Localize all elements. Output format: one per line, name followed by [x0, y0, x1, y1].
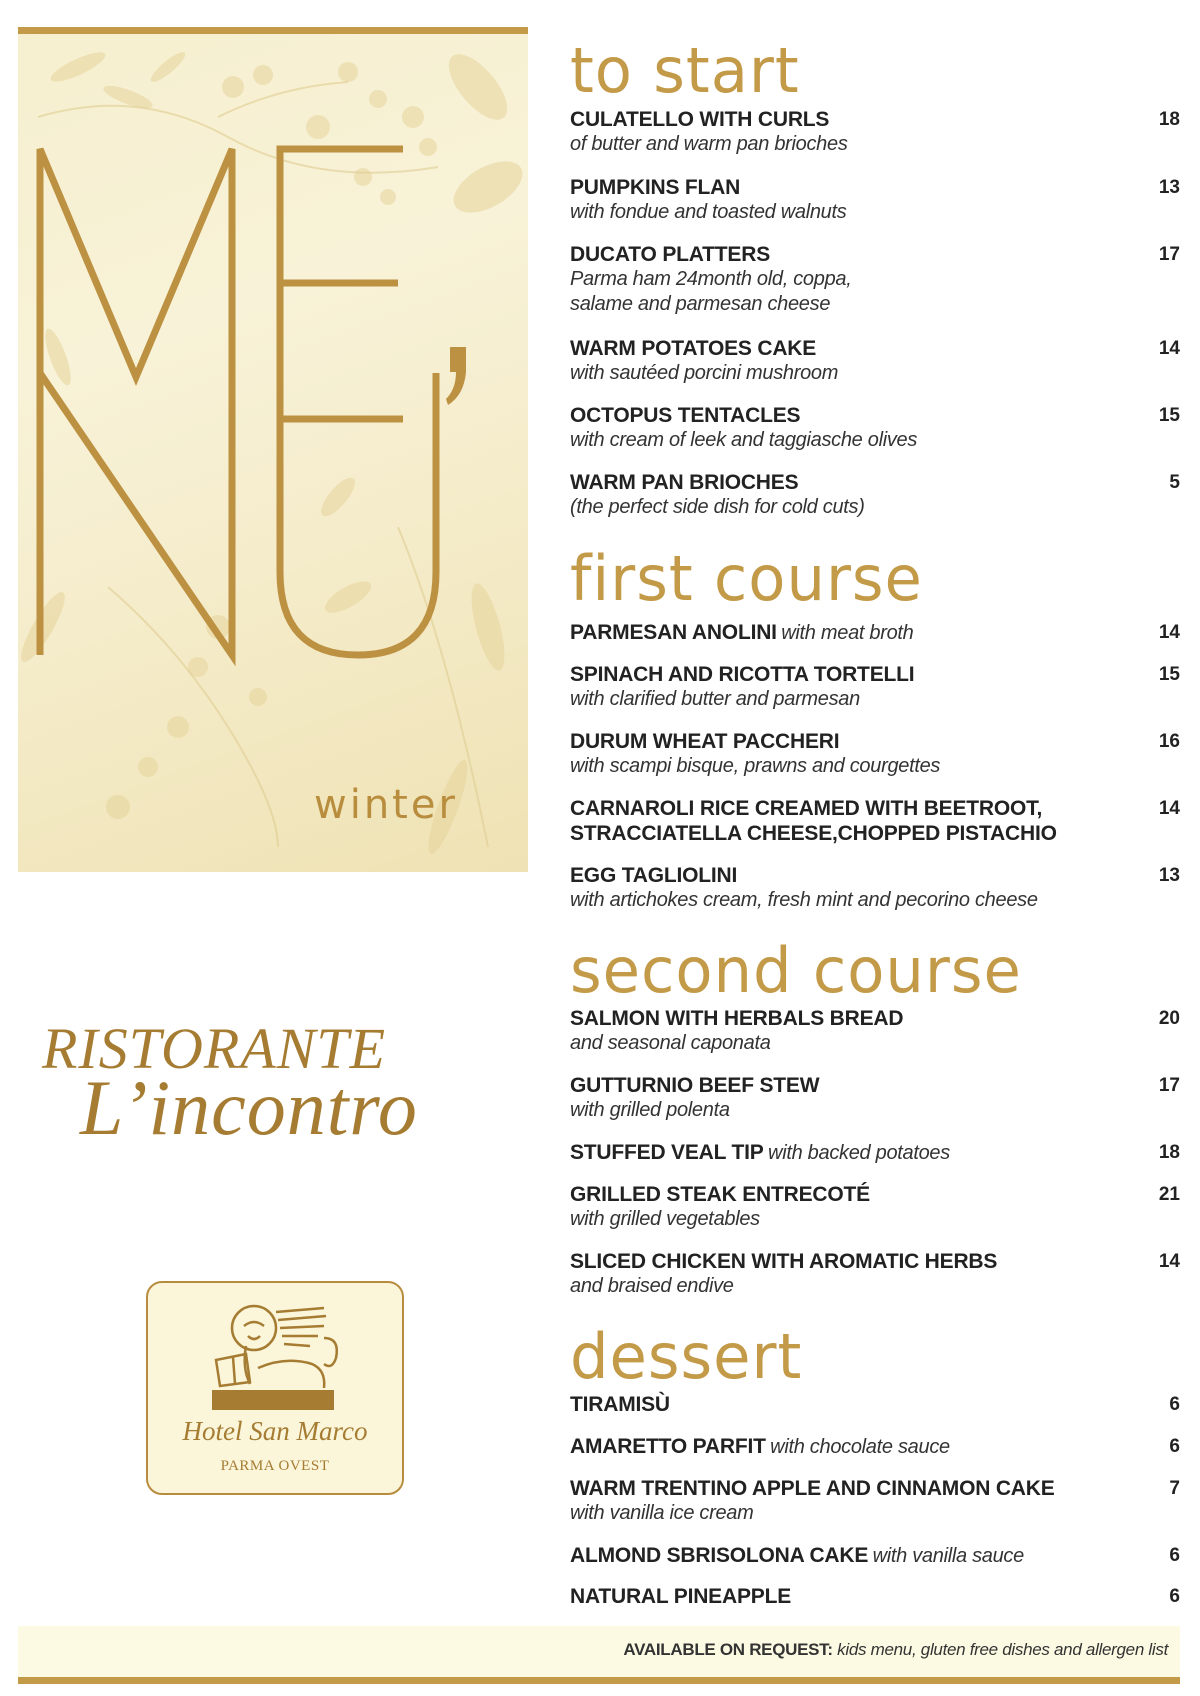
item-name: OCTOPUS TENTACLES [570, 404, 801, 427]
item-name: DURUM WHEAT PACCHERI [570, 730, 840, 753]
item-desc: with grilled polenta [570, 1099, 730, 1121]
item-price: 21 [1158, 1184, 1180, 1205]
item-desc: with vanilla sauce [872, 1545, 1024, 1567]
item-price: 14 [1158, 798, 1180, 819]
item-price: 17 [1158, 244, 1180, 265]
hotel-name: Hotel San Marco [182, 1416, 368, 1446]
menu-item [570, 1249, 1180, 1299]
item-price: 5 [1169, 472, 1180, 493]
item-name: GUTTURNIO BEEF STEW [570, 1074, 820, 1097]
menu-item [570, 470, 1180, 520]
menu-item [570, 242, 1180, 317]
footer-note-text: kids menu, gluten free dishes and allergen list [832, 1640, 1168, 1659]
item-name: EGG TAGLIOLINI [570, 864, 738, 887]
item-name: SALMON WITH HERBALS BREAD [570, 1007, 904, 1030]
item-desc: with grilled vegetables [570, 1208, 760, 1230]
footer-note [623, 1640, 1168, 1660]
item-name: WARM TRENTINO APPLE AND CINNAMON CAKE [570, 1477, 1055, 1500]
item-desc: Parma ham 24month old, coppa, [570, 268, 852, 290]
season-label: winter [314, 782, 458, 828]
menu-item [570, 1006, 1180, 1056]
item-name: WARM PAN BRIOCHES [570, 471, 799, 494]
item-name: DUCATO PLATTERS [570, 243, 770, 266]
restaurant-logo-bottom: L’incontro [80, 1064, 418, 1151]
menu-item [570, 620, 1180, 646]
item-desc: with chocolate sauce [770, 1436, 950, 1458]
item-name: CULATELLO WITH CURLS [570, 108, 830, 131]
menu-item [570, 729, 1180, 779]
item-price: 6 [1169, 1436, 1180, 1457]
winged-lion-icon [206, 1298, 346, 1413]
item-price: 6 [1169, 1586, 1180, 1607]
item-name: WARM POTATOES CAKE [570, 337, 817, 360]
menu-item [570, 1392, 1180, 1417]
item-desc: of butter and warm pan brioches [570, 133, 848, 155]
restaurant-logo [40, 1015, 510, 1151]
menu-item [570, 1140, 1180, 1166]
section-title-to-start: to start [570, 34, 800, 107]
item-name: ALMOND SBRISOLONA CAKE [570, 1544, 869, 1567]
item-price: 16 [1158, 731, 1180, 752]
menu-item [570, 1584, 1180, 1609]
item-desc: (the perfect side dish for cold cuts) [570, 496, 865, 518]
menu-item [570, 1476, 1180, 1526]
item-price: 18 [1158, 1142, 1180, 1163]
item-desc: with vanilla ice cream [570, 1502, 754, 1524]
item-name: SPINACH AND RICOTTA TORTELLI [570, 663, 915, 686]
item-desc-line2: salame and parmesan cheese [570, 293, 831, 315]
item-price: 13 [1158, 865, 1180, 886]
item-desc: with scampi bisque, prawns and courgettes [570, 755, 941, 777]
menu-title-letters-icon [18, 27, 528, 872]
item-price: 14 [1158, 1251, 1180, 1272]
menu-title-graphic [18, 27, 528, 872]
menu-item [570, 1182, 1180, 1232]
item-name: TIRAMISÙ [570, 1393, 670, 1416]
item-name: NATURAL PINEAPPLE [570, 1585, 792, 1608]
menu-item [570, 107, 1180, 157]
item-price: 6 [1169, 1545, 1180, 1566]
item-price: 15 [1158, 664, 1180, 685]
item-desc: and seasonal caponata [570, 1032, 771, 1054]
hotel-badge [146, 1281, 404, 1495]
item-price: 6 [1169, 1394, 1180, 1415]
menu-item [570, 1543, 1180, 1569]
menu-cover [18, 27, 528, 872]
item-name: STUFFED VEAL TIP [570, 1141, 764, 1164]
item-desc: with clarified butter and parmesan [570, 688, 860, 710]
item-name: PUMPKINS FLAN [570, 176, 741, 199]
item-desc: with artichokes cream, fresh mint and pecorino cheese [570, 889, 1038, 911]
item-name-line2: STRACCIATELLA CHEESE,CHOPPED PISTACHIO [570, 822, 1057, 845]
menu-item [570, 863, 1180, 913]
footer-band [18, 1626, 1180, 1677]
menu-item [570, 662, 1180, 712]
menu-item [570, 796, 1180, 846]
section-title-first-course: first course [570, 542, 923, 615]
item-price: 17 [1158, 1075, 1180, 1096]
item-price: 20 [1158, 1008, 1180, 1029]
menu-item [570, 175, 1180, 225]
item-name: AMARETTO PARFIT [570, 1435, 766, 1458]
menu-item [570, 1434, 1180, 1460]
item-name: CARNAROLI RICE CREAMED WITH BEETROOT, [570, 797, 1043, 820]
item-price: 14 [1158, 622, 1180, 643]
item-price: 13 [1158, 177, 1180, 198]
item-name: PARMESAN ANOLINI [570, 621, 777, 644]
item-desc: with fondue and toasted walnuts [570, 201, 847, 223]
item-name: GRILLED STEAK ENTRECOTÉ [570, 1183, 870, 1206]
section-title-dessert: dessert [570, 1320, 803, 1393]
menu-item [570, 1073, 1180, 1123]
hotel-location: PARMA OVEST [220, 1458, 330, 1474]
item-price: 7 [1169, 1478, 1180, 1499]
menu-item [570, 403, 1180, 453]
item-desc: with sautéed porcini mushroom [570, 362, 839, 384]
footer-rule [18, 1677, 1180, 1684]
item-desc: with backed potatoes [768, 1142, 950, 1164]
item-name: SLICED CHICKEN WITH AROMATIC HERBS [570, 1250, 998, 1273]
restaurant-logo-top: RISTORANTE [42, 1016, 387, 1081]
item-price: 18 [1158, 109, 1180, 130]
item-desc: and braised endive [570, 1275, 734, 1297]
footer-label: AVAILABLE ON REQUEST: [623, 1640, 833, 1659]
item-desc: with cream of leek and taggiasche olives [570, 429, 918, 451]
section-title-second-course: second course [570, 934, 1022, 1007]
item-desc: with meat broth [781, 622, 914, 644]
item-price: 15 [1158, 405, 1180, 426]
menu-item [570, 336, 1180, 386]
item-price: 14 [1158, 338, 1180, 359]
